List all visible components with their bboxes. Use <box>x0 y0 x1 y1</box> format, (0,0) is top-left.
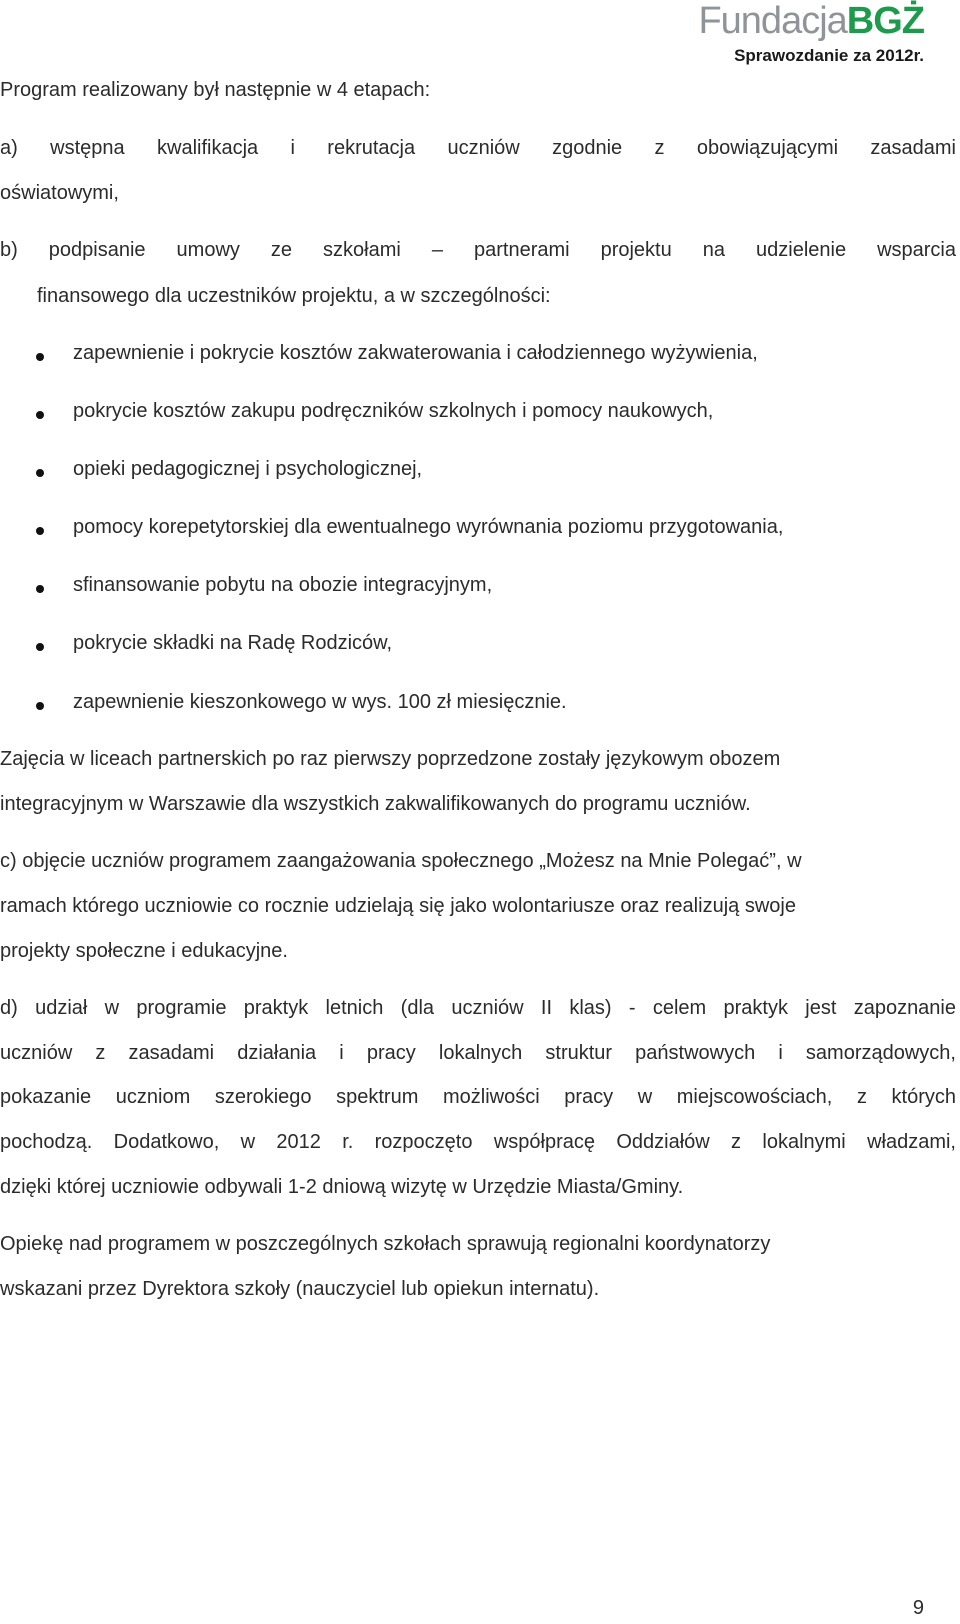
stage-c-line3: projekty społeczne i edukacyjne. <box>0 940 288 962</box>
stage-d-line2: uczniów z zasadami działania i pracy lokalnych struktur państwowych i samorządowych, <box>0 1042 956 1064</box>
logo-bold-text: BGŻ <box>846 0 924 42</box>
bullet-icon <box>36 353 44 361</box>
stage-a-line1: a) wstępna kwalifikacja i rekrutacja uczniów zgodnie z obowiązującymi zasadami <box>0 137 956 159</box>
bullet-item: sfinansowanie pobytu na obozie integracyjnym, <box>73 574 493 596</box>
logo-light-text: Fundacja <box>698 0 847 42</box>
bullet-item: pokrycie składki na Radę Rodziców, <box>73 632 393 654</box>
bullet-icon <box>36 469 44 477</box>
stage-c-line1: c) objęcie uczniów programem zaangażowania społecznego „Możesz na Mnie Polegać”, w <box>0 850 802 872</box>
stage-a-line2: oświatowymi, <box>0 182 119 204</box>
logo-wordmark <box>698 2 924 40</box>
bullet-item: zapewnienie kieszonkowego w wys. 100 zł miesięcznie. <box>73 691 567 713</box>
stage-d-line5: dzięki której uczniowie odbywali 1-2 dniową wizytę w Urzędzie Miasta/Gminy. <box>0 1176 684 1198</box>
bullet-icon <box>36 702 44 710</box>
fundacja-bgz-logo <box>698 2 924 66</box>
bullet-icon <box>36 411 44 419</box>
bullet-item: opieki pedagogicznej i psychologicznej, <box>73 458 423 480</box>
bullet-item: pokrycie kosztów zakupu podręczników szkolnych i pomocy naukowych, <box>73 400 714 422</box>
bullet-item: zapewnienie i pokrycie kosztów zakwaterowania i całodziennego wyżywienia, <box>73 342 758 364</box>
bullet-icon <box>36 585 44 593</box>
stage-b-line1: b) podpisanie umowy ze szkołami – partnerami projektu na udzielenie wsparcia <box>0 239 956 261</box>
intro-text: Program realizowany był następnie w 4 etapach: <box>0 79 431 101</box>
report-label: Sprawozdanie za 2012r. <box>734 46 924 65</box>
page-number: 9 <box>912 1597 924 1619</box>
stage-b-line2: finansowego dla uczestników projektu, a w szczególności: <box>37 285 551 307</box>
stage-d-line1: d) udział w programie praktyk letnich (dla uczniów II klas) - celem praktyk jest zapoznanie <box>0 997 956 1019</box>
camp-line2: integracyjnym w Warszawie dla wszystkich zakwalifikowanych do programu uczniów. <box>0 793 751 815</box>
stage-c-line2: ramach którego uczniowie co rocznie udzielają się jako wolontariusze oraz realizują swoje <box>0 895 796 917</box>
care-line2: wskazani przez Dyrektora szkoły (nauczyciel lub opiekun internatu). <box>0 1278 600 1300</box>
stage-d-line3: pokazanie uczniom szerokiego spektrum możliwości pracy w miejscowościach, z których <box>0 1086 956 1108</box>
bullet-icon <box>36 643 44 651</box>
care-line1: Opiekę nad programem w poszczególnych szkołach sprawują regionalni koordynatorzy <box>0 1233 771 1255</box>
bullet-icon <box>36 527 44 535</box>
camp-line1: Zajęcia w liceach partnerskich po raz pierwszy poprzedzone zostały językowym obozem <box>0 748 781 770</box>
bullet-item: pomocy korepetytorskiej dla ewentualnego wyrównania poziomu przygotowania, <box>73 516 784 538</box>
stage-d-line4: pochodzą. Dodatkowo, w 2012 r. rozpoczęto współpracę Oddziałów z lokalnymi władzami, <box>0 1131 956 1153</box>
